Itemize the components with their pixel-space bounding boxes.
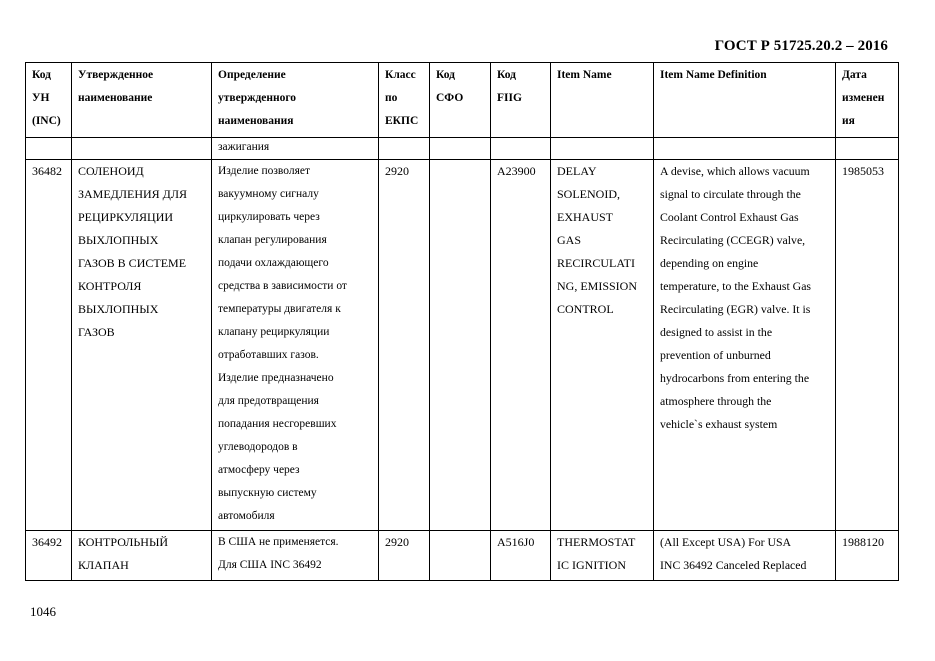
- cell-name: [72, 160, 212, 531]
- cell-item-definition: [654, 531, 836, 581]
- header-line: УН: [32, 92, 50, 104]
- text-line: Для США INC 36492: [218, 559, 322, 571]
- header-row: [26, 63, 899, 138]
- header-line: Класс: [385, 69, 416, 81]
- cell-code: 36482: [26, 160, 72, 531]
- header-line: Код: [32, 69, 52, 81]
- text-line: prevention of unburned: [660, 348, 771, 362]
- header-code-inc: [26, 63, 72, 138]
- text-line: КОНТРОЛЯ: [78, 279, 142, 293]
- text-line: Recirculating (EGR) valve. It is: [660, 302, 811, 316]
- header-name-definition: [212, 63, 379, 138]
- cell-sfo: [430, 138, 491, 160]
- text-line: IC IGNITION: [557, 558, 626, 572]
- cell-ekps: 2920: [379, 160, 430, 531]
- header-line: наименование: [78, 92, 153, 104]
- text-line: автомобиля: [218, 510, 275, 522]
- text-line: атмосферу через: [218, 464, 300, 476]
- header-line: FIIG: [497, 92, 522, 104]
- cell-item-name: [551, 160, 654, 531]
- text-line: A devise, which allows vacuum: [660, 164, 810, 178]
- page-number: 1046: [30, 604, 56, 619]
- table-row: [26, 160, 899, 531]
- text-line: клапану рециркуляции: [218, 326, 330, 338]
- header-item-name-definition: [654, 63, 836, 138]
- cell-name: [72, 138, 212, 160]
- cell-code: 36492: [26, 531, 72, 581]
- cell-date: [836, 138, 899, 160]
- header-fiig-code: [491, 63, 551, 138]
- cell-definition: [212, 160, 379, 531]
- cell-item-name: [551, 138, 654, 160]
- text-line: ГАЗОВ В СИСТЕМЕ: [78, 256, 187, 270]
- text-line: Изделие позволяет: [218, 165, 311, 177]
- header-line: ЕКПС: [385, 115, 419, 127]
- header-line: ия: [842, 115, 855, 127]
- cell-date: 1985053: [836, 160, 899, 531]
- text-line: ВЫХЛОПНЫХ: [78, 233, 159, 247]
- text-line: Изделие предназначено: [218, 372, 334, 384]
- cell-item-definition: [654, 138, 836, 160]
- text-line: designed to assist in the: [660, 325, 773, 339]
- cell-date: 1988120: [836, 531, 899, 581]
- text-line: КЛАПАН: [78, 558, 129, 572]
- header-line: Дата: [842, 69, 867, 81]
- header-line: Код: [436, 69, 456, 81]
- header-line: СФО: [436, 92, 464, 104]
- text-line: попадания несгоревших: [218, 418, 337, 430]
- cell-definition: зажигания: [212, 138, 379, 160]
- header-item-name: [551, 63, 654, 138]
- text-line: углеводородов в: [218, 441, 298, 453]
- header-approved-name: [72, 63, 212, 138]
- text-line: NG, EMISSION: [557, 279, 638, 293]
- text-line: В США не применяется.: [218, 536, 339, 548]
- cell-ekps: 2920: [379, 531, 430, 581]
- text-line: temperature, to the Exhaust Gas: [660, 279, 812, 293]
- continuation-row: [26, 138, 899, 160]
- header-line: по: [385, 92, 398, 104]
- text-line: DELAY: [557, 164, 597, 178]
- cell-definition: [212, 531, 379, 581]
- text-line: подачи охлаждающего: [218, 257, 329, 269]
- header-line: Определение: [218, 69, 286, 81]
- text-line: Recirculating (CCEGR) valve,: [660, 233, 806, 247]
- text-line: hydrocarbons from entering the: [660, 371, 810, 385]
- text-line: отработавших газов.: [218, 349, 319, 361]
- header-change-date: [836, 63, 899, 138]
- text-line: вакуумному сигналу: [218, 188, 319, 200]
- text-line: INC 36492 Canceled Replaced: [660, 558, 807, 572]
- text-line: температуры двигателя к: [218, 303, 341, 315]
- text-line: vehicle`s exhaust system: [660, 417, 778, 431]
- standard-designation: ГОСТ Р 51725.20.2 – 2016: [714, 38, 888, 54]
- header-ekps-class: [379, 63, 430, 138]
- text-line: ГАЗОВ: [78, 325, 115, 339]
- text-line: выпускную систему: [218, 487, 317, 499]
- text-line: GAS: [557, 233, 582, 247]
- header-line: утвержденного: [218, 92, 297, 104]
- cell-item-definition: [654, 160, 836, 531]
- cell-ekps: [379, 138, 430, 160]
- text-line: средства в зависимости от: [218, 280, 347, 292]
- cell-sfo: [430, 160, 491, 531]
- text-line: КОНТРОЛЬНЫЙ: [78, 535, 169, 549]
- cell-code: [26, 138, 72, 160]
- header-sfo-code: [430, 63, 491, 138]
- header-line: Item Name: [557, 69, 612, 81]
- text-line: РЕЦИРКУЛЯЦИИ: [78, 210, 174, 224]
- cell-fiig: A516J0: [491, 531, 551, 581]
- header-line: Код: [497, 69, 517, 81]
- header-line: изменен: [842, 92, 885, 104]
- header-line: (INC): [32, 115, 61, 127]
- text-line: (All Except USA) For USA: [660, 535, 792, 549]
- text-line: циркулировать через: [218, 211, 320, 223]
- header-line: Утвержденное: [78, 69, 154, 81]
- table-row: [26, 531, 899, 581]
- text-line: ВЫХЛОПНЫХ: [78, 302, 159, 316]
- text-line: клапан регулирования: [218, 234, 327, 246]
- text-line: atmosphere through the: [660, 394, 772, 408]
- cell-item-name: [551, 531, 654, 581]
- text-line: ЗАМЕДЛЕНИЯ ДЛЯ: [78, 187, 187, 201]
- text-line: CONTROL: [557, 302, 614, 316]
- text-line: для предотвращения: [218, 395, 319, 407]
- header-line: наименования: [218, 115, 294, 127]
- item-registry-table: [25, 62, 899, 581]
- cell-fiig: A23900: [491, 160, 551, 531]
- text-line: RECIRCULATI: [557, 256, 635, 270]
- text-line: СОЛЕНОИД: [78, 164, 144, 178]
- cell-sfo: [430, 531, 491, 581]
- text-line: Coolant Control Exhaust Gas: [660, 210, 799, 224]
- text-line: THERMOSTAT: [557, 535, 636, 549]
- text-line: depending on engine: [660, 256, 759, 270]
- header-line: Item Name Definition: [660, 69, 767, 81]
- text-line: EXHAUST: [557, 210, 613, 224]
- text-line: signal to circulate through the: [660, 187, 801, 201]
- cell-fiig: [491, 138, 551, 160]
- text-line: SOLENOID,: [557, 187, 620, 201]
- cell-name: [72, 531, 212, 581]
